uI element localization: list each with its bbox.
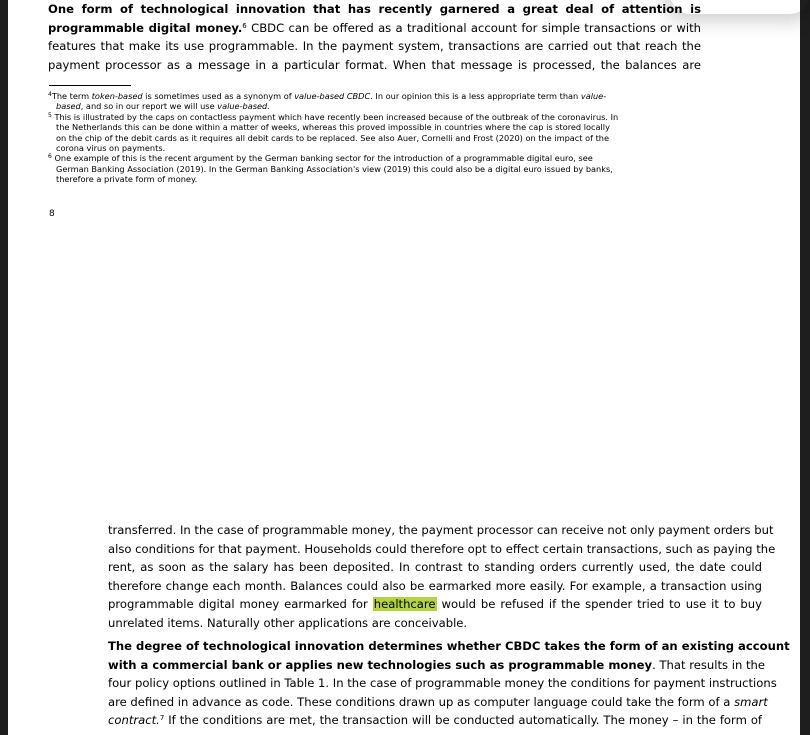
text-line: programmable digital money.$^6$ CBDC can be offered as a traditional account for simple transactions or with xyxy=(48,20,701,35)
search-highlight[interactable]: healthcare xyxy=(373,597,436,612)
text-line: programmable digital money earmarked for healthcare would be refused if the spender tried to use it to buy xyxy=(108,597,762,612)
text-line: therefore change each month. Balances could also be earmarked more easily. For example, a transaction using xyxy=(108,578,762,593)
footnotes xyxy=(48,91,704,185)
footnote-4: $^4$The term token-based is sometimes used as a synonym of value-based CBDC. In our opinion this is a less appropriate term than value- based, and so in our report we will use value-based. xyxy=(48,91,607,112)
footnote-ref-6[interactable]: 6 xyxy=(242,21,247,30)
page-number: 8 xyxy=(49,209,55,219)
text-line: payment processor as a message in a particular format. When that message is processed, the balances are xyxy=(48,57,701,72)
text-line: are defined in advance as code. These conditions drawn up as computer language could take the form of a smart xyxy=(108,694,768,709)
text-line: four policy options outlined in Table 1. In the case of programmable money the conditions for payment instructions xyxy=(108,676,777,691)
footnote-6: $^6$ One example of this is the recent argument by the German banking sector for the introduction of a programmable digital euro, see German Banking Association (2019). In the German Banking Association's view (2019) this could also be a digital euro issued by banks, therefore a private form of money. xyxy=(48,153,613,185)
text-line: transferred. In the case of programmable money, the payment processor can receive not only payment orders but xyxy=(108,523,774,537)
footnote-separator xyxy=(49,85,131,86)
document-page-9 xyxy=(8,255,800,735)
footnote-ref-7[interactable]: 7 xyxy=(159,714,165,723)
text-line: rent, as soon as the salary has been deposited. In contrast to standing orders currently used, the date could xyxy=(108,560,762,575)
text-line: The degree of technological innovation determines whether CBDC takes the form of an existing account xyxy=(108,639,790,653)
text-line: features that make its use programmable. In the payment system, transactions are carried out that reach the xyxy=(48,39,701,54)
text-line: unrelated items. Naturally other applications are conceivable. xyxy=(108,615,468,630)
body-paragraph xyxy=(108,637,790,730)
text-line: One form of technological innovation that has recently garnered a great deal of attention is xyxy=(48,2,701,16)
text-line: contract.$^7$ If the conditions are met, the transaction will be conducted automatically. The money – in the form of xyxy=(108,713,762,728)
body-paragraph xyxy=(108,521,776,633)
footnote-5: $^5$ This is illustrated by the caps on contactless payment which have recently been increased because of the outbreak of the coronavirus. In the Netherlands this can be done within a matter of weeks, whereas this proved impossible in countries where the cap is stored locally on the chip of the debit cards as it requires all debit cards to be replaced. See also Auer, Cornelli and Frost (2020) on the impact of the corona virus on payments. xyxy=(48,111,619,154)
document-page-8 xyxy=(8,0,800,269)
body-paragraph xyxy=(48,0,701,74)
text-line: also conditions for that payment. Households could therefore opt to effect certain transactions, such as paying the xyxy=(108,541,776,556)
text-line: with a commercial bank or applies new technologies such as programmable money. That results in the xyxy=(108,657,766,672)
